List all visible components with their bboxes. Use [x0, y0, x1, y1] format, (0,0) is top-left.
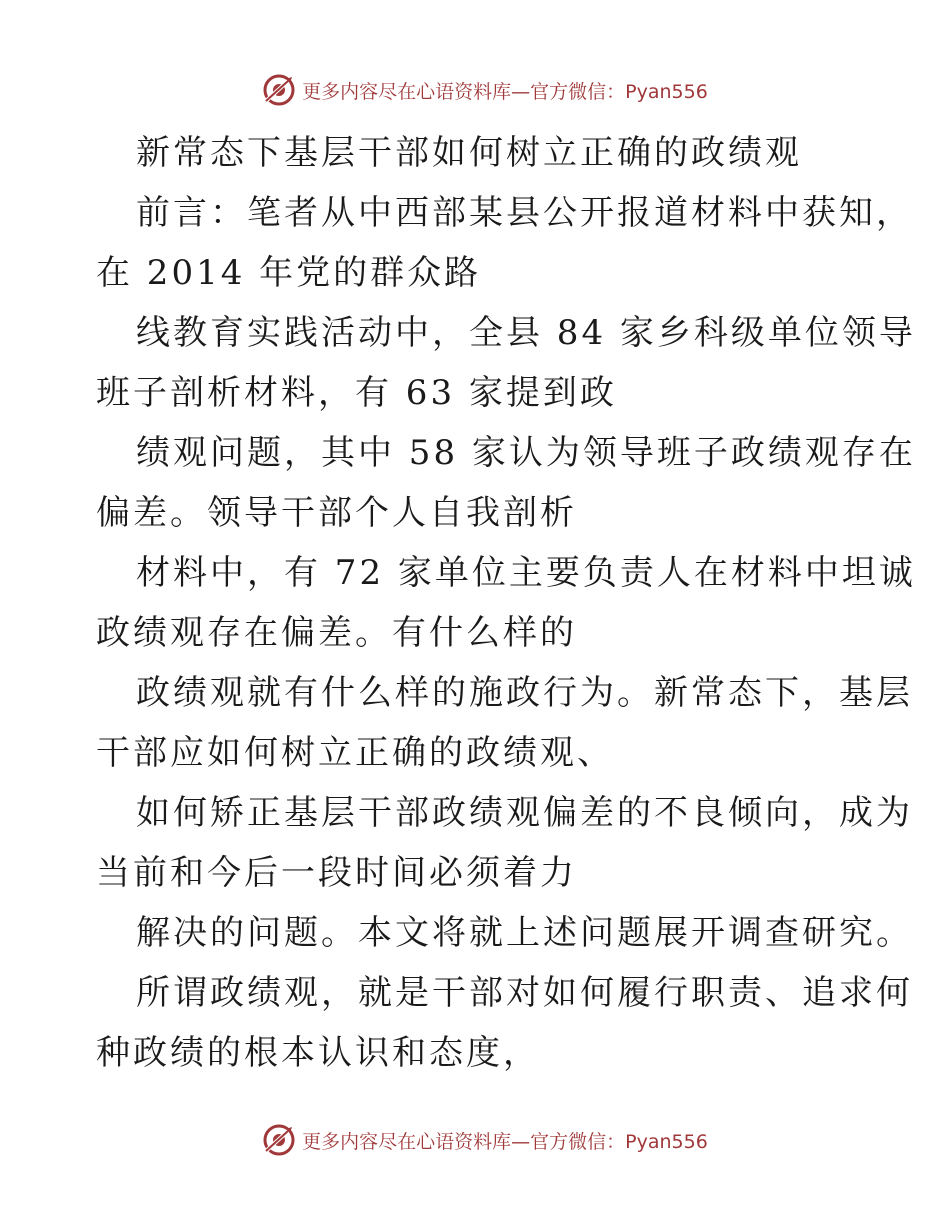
- footer-banner-text: 更多内容尽在心语资料库—官方微信：Pyan556: [302, 1130, 708, 1153]
- header-banner-text: 更多内容尽在心语资料库—官方微信：Pyan556: [302, 80, 708, 103]
- paragraph-line: 政绩观就有什么样的施政行为。新常态下，基层: [136, 673, 913, 713]
- footer-banner: [0, 1120, 950, 1160]
- paragraph-line: 前言：笔者从中西部某县公开报道材料中获知，: [136, 193, 913, 233]
- paragraph-line: 如何矫正基层干部政绩观偏差的不良倾向，成为: [136, 793, 913, 833]
- paragraph-line: 偏差。领导干部个人自我剖析: [96, 493, 577, 533]
- paragraph-line: 政绩观存在偏差。有什么样的: [96, 613, 577, 653]
- paragraph-line: 干部应如何树立正确的政绩观、: [96, 733, 614, 773]
- paragraph-line: 绩观问题，其中 58 家认为领导班子政绩观存在: [136, 433, 916, 473]
- paragraph-line: 当前和今后一段时间必须着力: [96, 853, 577, 893]
- header-banner-content: [262, 73, 708, 107]
- paragraph-line: 在 2014 年党的群众路: [96, 253, 482, 293]
- paragraph-line: 线教育实践活动中，全县 84 家乡科级单位领导: [136, 313, 916, 353]
- paragraph-line: 班子剖析材料，有 63 家提到政: [96, 373, 617, 413]
- document-title: 新常态下基层干部如何树立正确的政绩观: [136, 133, 802, 173]
- document-body: [96, 123, 916, 1083]
- brand-logo-icon: [262, 73, 296, 107]
- paragraph-line: 解决的问题。本文将就上述问题展开调查研究。: [136, 913, 913, 953]
- paragraph-line: 材料中，有 72 家单位主要负责人在材料中坦诚: [136, 553, 916, 593]
- paragraph-line: 所谓政绩观，就是干部对如何履行职责、追求何: [136, 973, 913, 1013]
- header-banner: [0, 70, 950, 110]
- paragraph-line: 种政绩的根本认识和态度，: [96, 1033, 540, 1073]
- brand-logo-icon: [262, 1123, 296, 1157]
- footer-banner-content: [262, 1123, 708, 1157]
